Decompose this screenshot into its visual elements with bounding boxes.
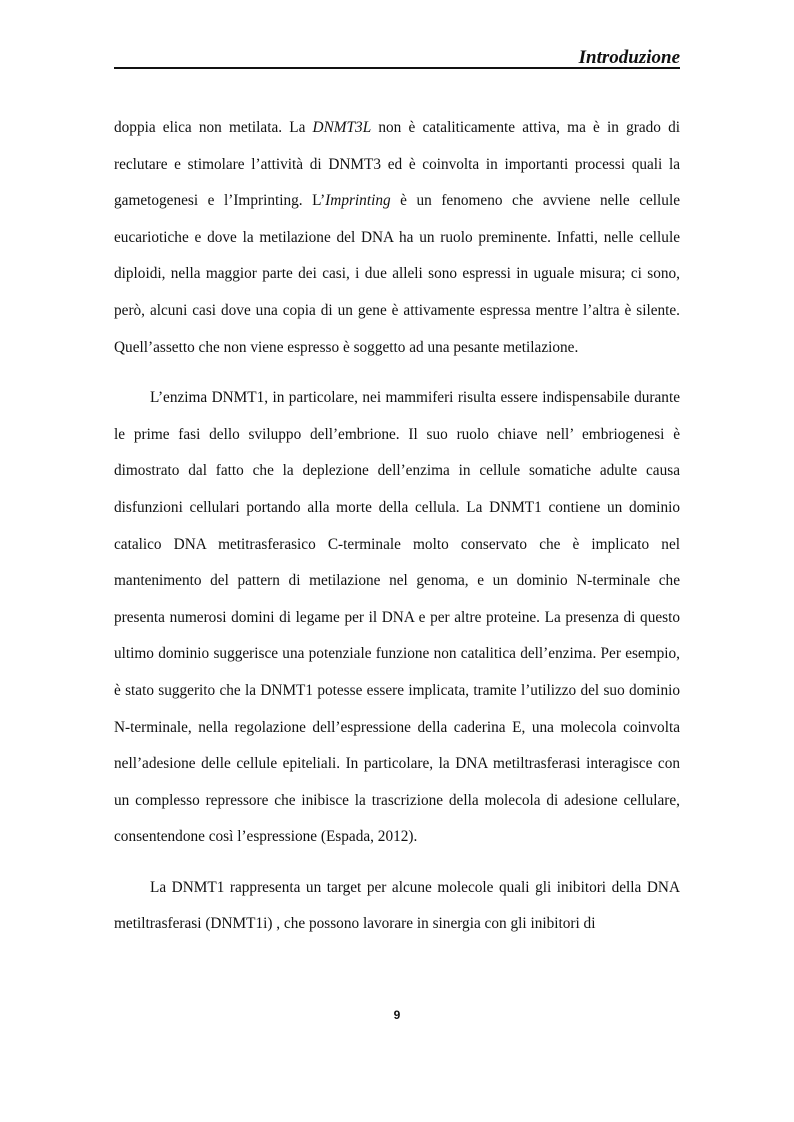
paragraph-3: [114, 870, 680, 943]
text-segment: è un fenomeno che avviene nelle cellule eucariotiche e dove la metilazione del DNA ha un ruolo preminente. Infatti, nelle cellule diploidi, nella maggior parte dei casi, i due alleli sono espressi in uguale misura; ci sono, però, alcuni casi dove una copia di un gene è attivamente espressa mentre l’altra è silente. Quell’assetto che non viene espresso è soggetto ad una pesante metilazione.: [114, 192, 680, 356]
running-header-title: Introduzione: [578, 47, 680, 68]
body-text: [114, 110, 680, 943]
page-number: 9: [393, 1008, 401, 1022]
paragraph-1: [114, 110, 680, 366]
header-rule: [114, 67, 680, 69]
paragraph-2: [114, 380, 680, 856]
text-segment: La DNMT1 rappresenta un target per alcune molecole quali gli inibitori della DNA metiltrasferasi (DNMT1i) , che possono lavorare in sinergia con gli inibitori di: [114, 878, 680, 933]
text-segment: doppia elica non metilata. La: [114, 119, 313, 136]
text-segment: non è cataliticamente attiva, ma è in grado di reclutare e stimolare l’attività di DNMT3 ed è coinvolta in importanti processi quali la gametogenesi e l’Imprinting. L’: [114, 119, 680, 210]
text-segment: L’enzima DNMT1, in particolare, nei mammiferi risulta essere indispensabile durante le prime fasi dello sviluppo dell’embrione. Il suo ruolo chiave nell’ embriogenesi è dimostrato dal fatto che la deplezione dell’enzima in cellule somatiche adulte causa disfunzioni cellulari portando alla morte della cellula. La DNMT1 contiene un dominio catalico DNA metitrasferasico C-terminale molto conservato che è implicato nel mantenimento del pattern di metilazione nel genoma, e un dominio N-terminale che presenta numerosi domini di legame per il DNA e per altre proteine. La presenza di questo ultimo dominio suggerisce una potenziale funzione non catalitica dell’enzima. Per esempio, è stato suggerito che la DNMT1 potesse essere implicata, tramite l’utilizzo del suo dominio N-terminale, nella regolazione dell’espressione della caderina E, una molecola coinvolta nell’adesione delle cellule epiteliali. In particolare, la DNA metiltrasferasi interagisce con un complesso repressore che inibisce la trascrizione della molecola di adesione cellulare, consentendone così l’espressione (Espada, 2012).: [114, 389, 680, 846]
text-segment-italic: DNMT3L: [312, 119, 372, 136]
text-segment-italic: Imprinting: [325, 192, 391, 210]
